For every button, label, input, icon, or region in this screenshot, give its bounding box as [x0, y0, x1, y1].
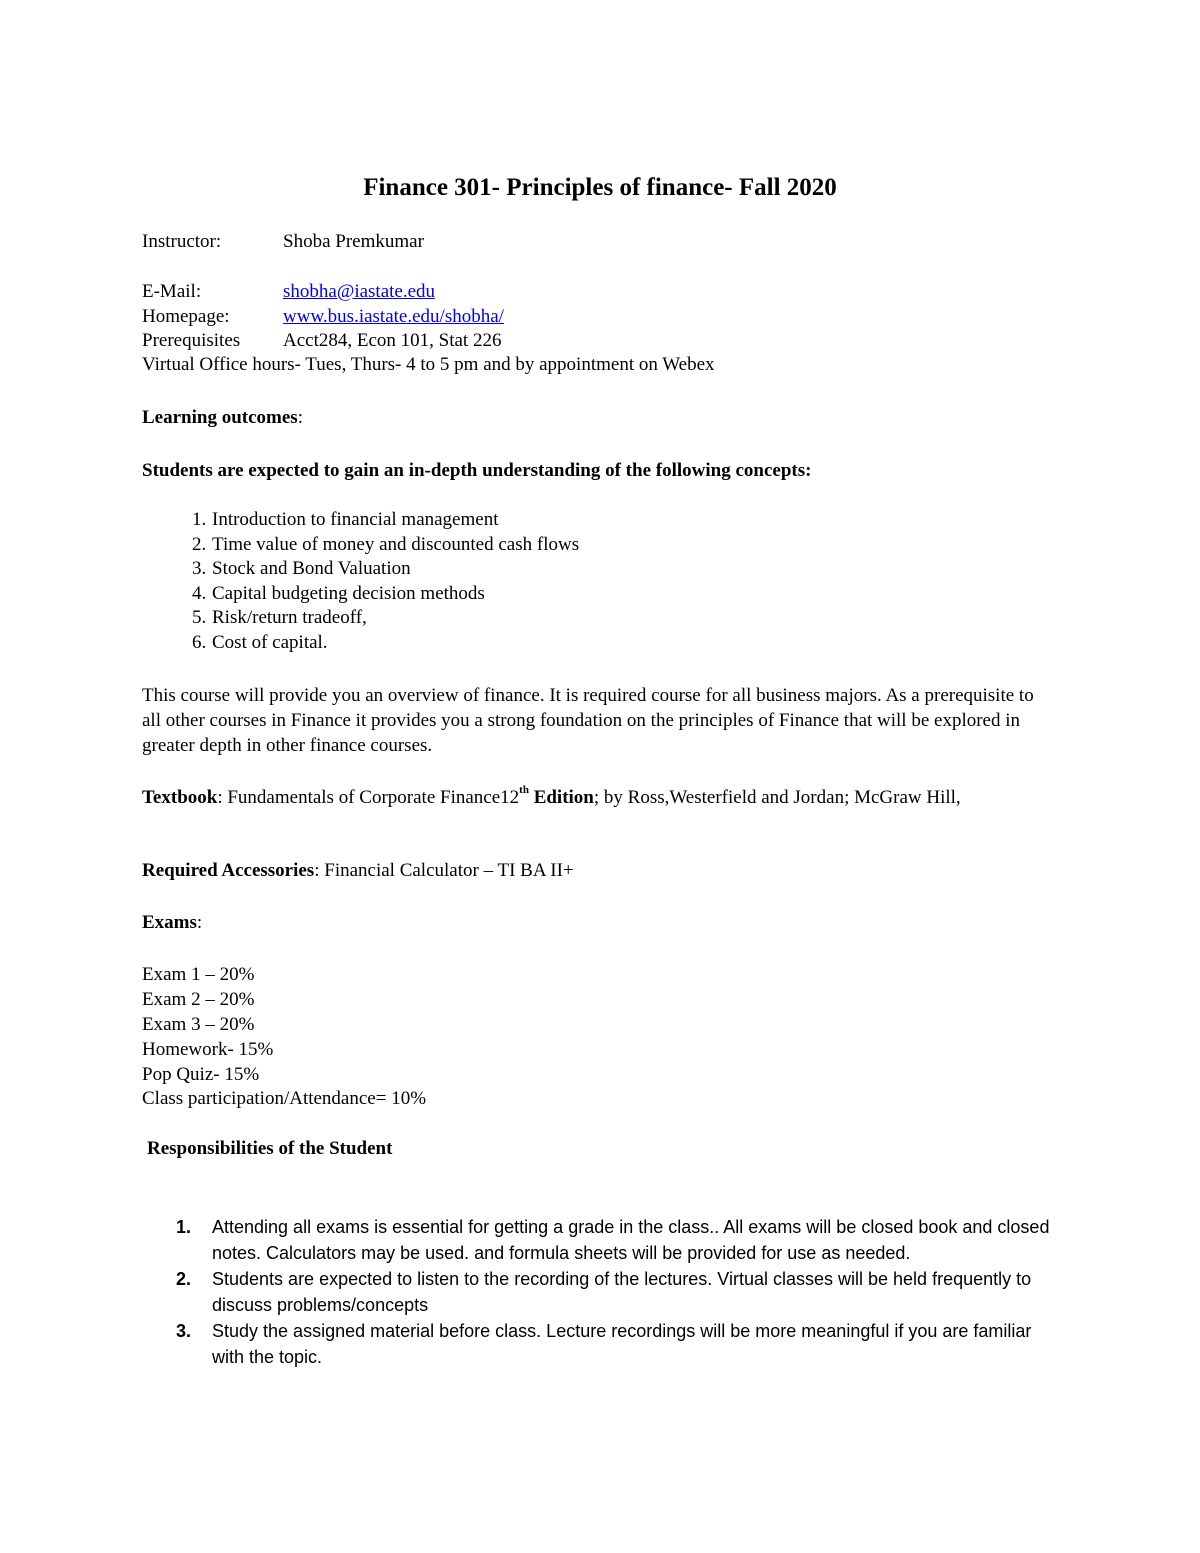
list-number: 1.: [192, 509, 207, 530]
prerequisites-value: Acct284, Econ 101, Stat 226: [283, 330, 502, 351]
textbook-title: : Fundamentals of Corporate Finance12: [217, 787, 520, 808]
homepage-row: [142, 305, 504, 329]
list-number: 1.: [176, 1217, 192, 1237]
instructor-label: Instructor:: [142, 231, 222, 252]
list-number: 2.: [192, 534, 207, 555]
list-number: 4.: [192, 583, 207, 604]
exams-label: Exams: [142, 912, 197, 933]
list-text: Capital budgeting decision methods: [212, 583, 485, 604]
list-text: Introduction to financial management: [212, 509, 499, 530]
list-text: Students are expected to listen to the recording of the lectures. Virtual classes will be held frequently to discuss problems/concepts: [212, 1269, 1032, 1315]
list-item: [142, 508, 498, 533]
homepage-link[interactable]: www.bus.iastate.edu/shobha/: [283, 306, 504, 327]
email-row: [142, 280, 436, 304]
learning-outcomes-title: Learning outcomes: [142, 407, 298, 428]
email-link[interactable]: shobha@iastate.edu: [283, 281, 436, 302]
grade-item: Pop Quiz- 15%: [142, 1064, 260, 1085]
list-item: [142, 557, 411, 582]
responsibilities-heading: Responsibilities of the Student: [147, 1138, 393, 1159]
prerequisites-label: Prerequisites: [142, 330, 241, 351]
list-item: [142, 1266, 1062, 1318]
list-number: 6.: [192, 632, 207, 653]
list-text: Study the assigned material before class. Lecture recordings will be more meaningful if you are familiar with the topic.: [212, 1321, 1032, 1367]
instructor-name: Shoba Premkumar: [283, 231, 424, 252]
instructor-row: [142, 230, 424, 254]
list-item: [142, 631, 328, 656]
office-hours: Virtual Office hours- Tues, Thurs- 4 to 5 pm and by appointment on Webex: [142, 354, 715, 375]
list-item: [142, 533, 579, 558]
learning-outcomes-colon: :: [297, 407, 303, 428]
edition-superscript: th: [519, 783, 529, 796]
list-item: [142, 1214, 1062, 1266]
prerequisites-row: [142, 329, 502, 353]
learning-subheading: Students are expected to gain an in-depth understanding of the following concepts:: [142, 460, 812, 481]
list-number: 3.: [192, 558, 207, 579]
accessories-text: : Financial Calculator – TI BA II+: [314, 860, 574, 881]
textbook-paragraph: [142, 785, 1042, 810]
list-text: Risk/return tradeoff,: [212, 607, 367, 628]
accessories-row: [142, 859, 574, 883]
list-number: 5.: [192, 607, 207, 628]
list-text: Stock and Bond Valuation: [212, 558, 411, 579]
list-text: Time value of money and discounted cash flows: [212, 534, 580, 555]
grade-item: Exam 1 – 20%: [142, 964, 255, 985]
responsibilities-list: [142, 1214, 1062, 1370]
learning-outcomes-heading: [142, 406, 303, 430]
exams-colon: :: [196, 912, 203, 933]
exams-heading: [142, 911, 202, 935]
list-item: [142, 1318, 1062, 1370]
grade-item: Exam 3 – 20%: [142, 1014, 255, 1035]
email-label: E-Mail:: [142, 281, 202, 302]
list-item: [142, 582, 485, 607]
grade-item: Homework- 15%: [142, 1039, 274, 1060]
grade-item: Exam 2 – 20%: [142, 989, 255, 1010]
textbook-authors: ; by Ross,Westerfield and Jordan; McGraw Hill,: [593, 787, 961, 808]
course-overview: This course will provide you an overview of finance. It is required course for all business majors. As a prerequisite to all other courses in Finance it provides you a strong foundation on the principles of Finance that will be explored in greater depth in other finance courses.: [142, 685, 1034, 756]
list-item: [142, 606, 367, 631]
textbook-label: Textbook: [142, 787, 218, 808]
list-text: Attending all exams is essential for getting a grade in the class.. All exams will be closed book and closed notes. Calculators may be used. and formula sheets will be provided for use as needed.: [212, 1217, 1050, 1263]
list-number: 2.: [176, 1269, 192, 1289]
page-title: Finance 301- Principles of finance- Fall 2020: [363, 174, 837, 201]
list-text: Cost of capital.: [212, 632, 328, 653]
homepage-label: Homepage:: [142, 306, 230, 327]
list-number: 3.: [176, 1321, 192, 1341]
edition-label: Edition: [528, 787, 594, 808]
grade-item: Class participation/Attendance= 10%: [142, 1088, 427, 1109]
accessories-label: Required Accessories: [142, 860, 315, 881]
